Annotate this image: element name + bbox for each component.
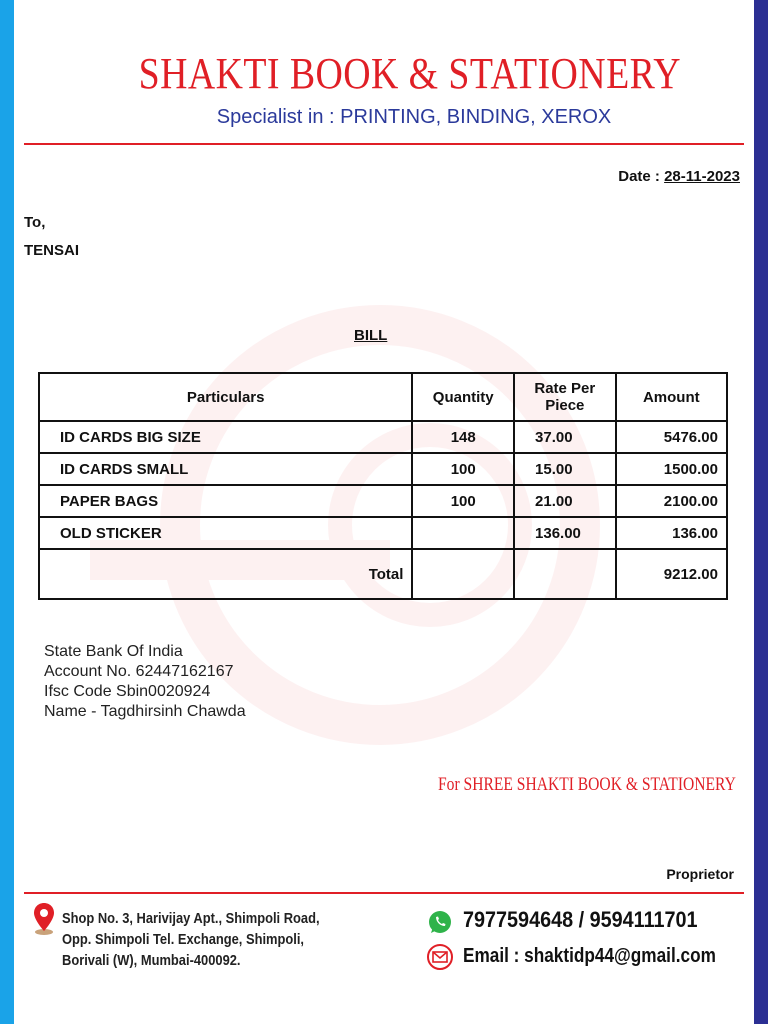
shop-address: [62, 908, 320, 971]
cell-quantity: 100: [412, 485, 514, 517]
cell-quantity: 100: [412, 453, 514, 485]
address-line: Opp. Shimpoli Tel. Exchange, Shimpoli,: [62, 931, 305, 948]
total-value: 9212.00: [616, 549, 727, 599]
footer-divider: [24, 892, 744, 894]
bill-date: [618, 168, 740, 185]
bill-items-table: [38, 372, 728, 600]
table-row: [39, 421, 727, 453]
cell-rate: 37.00: [514, 421, 616, 453]
bank-name: State Bank Of India: [44, 643, 183, 660]
cell-amount: 2100.00: [616, 485, 727, 517]
bank-ifsc: Ifsc Code Sbin0020924: [44, 683, 211, 700]
cell-quantity: 148: [412, 421, 514, 453]
total-empty-quantity: [412, 549, 514, 599]
cell-rate: 15.00: [514, 453, 616, 485]
total-empty-rate: [514, 549, 616, 599]
cell-particular: ID CARDS SMALL: [39, 453, 412, 485]
cell-amount: 1500.00: [616, 453, 727, 485]
email-icon: [427, 944, 453, 970]
recipient-name: TENSAI: [24, 242, 80, 259]
table-header-row: [39, 373, 727, 421]
header-divider: [24, 143, 744, 145]
address-line: Shop No. 3, Harivijay Apt., Shimpoli Road,: [62, 910, 320, 927]
bank-details: [44, 642, 246, 722]
to-label: To,: [24, 214, 46, 231]
bank-account-holder: Name - Tagdhirsinh Chawda: [44, 703, 246, 720]
cell-particular: ID CARDS BIG SIZE: [39, 421, 412, 453]
cell-amount: 136.00: [616, 517, 727, 549]
location-pin-icon: [33, 902, 55, 936]
header-quantity: Quantity: [412, 373, 514, 421]
header-amount: Amount: [616, 373, 727, 421]
right-border-stripe: [754, 0, 768, 1024]
date-label: Date :: [618, 168, 665, 185]
company-name: SHAKTI BOOK & STATIONERY: [138, 49, 681, 98]
bill-title: BILL: [354, 327, 388, 344]
date-value: 28-11-2023: [664, 168, 740, 185]
table-total-row: [39, 549, 727, 599]
table-row: [39, 517, 727, 549]
cell-particular: PAPER BAGS: [39, 485, 412, 517]
header-particulars: Particulars: [39, 373, 412, 421]
email-address: Email : shaktidp44@gmail.com: [463, 945, 716, 967]
cell-rate: 136.00: [514, 517, 616, 549]
bank-account: Account No. 62447162167: [44, 663, 234, 680]
left-border-stripe: [0, 0, 14, 1024]
cell-quantity: [412, 517, 514, 549]
header-rate: Rate Per Piece: [514, 373, 616, 421]
table-row: [39, 453, 727, 485]
total-label: Total: [39, 549, 412, 599]
signature-for-text: For SHREE SHAKTI BOOK & STATIONERY: [438, 774, 736, 795]
phone-numbers: 7977594648 / 9594111701: [463, 907, 698, 932]
cell-amount: 5476.00: [616, 421, 727, 453]
cell-rate: 21.00: [514, 485, 616, 517]
company-tagline: Specialist in : PRINTING, BINDING, XEROX: [216, 106, 612, 128]
address-line: Borivali (W), Mumbai-400092.: [62, 952, 241, 969]
table-row: [39, 485, 727, 517]
proprietor-label: Proprietor: [666, 866, 734, 882]
cell-particular: OLD STICKER: [39, 517, 412, 549]
whatsapp-icon: [427, 909, 453, 935]
